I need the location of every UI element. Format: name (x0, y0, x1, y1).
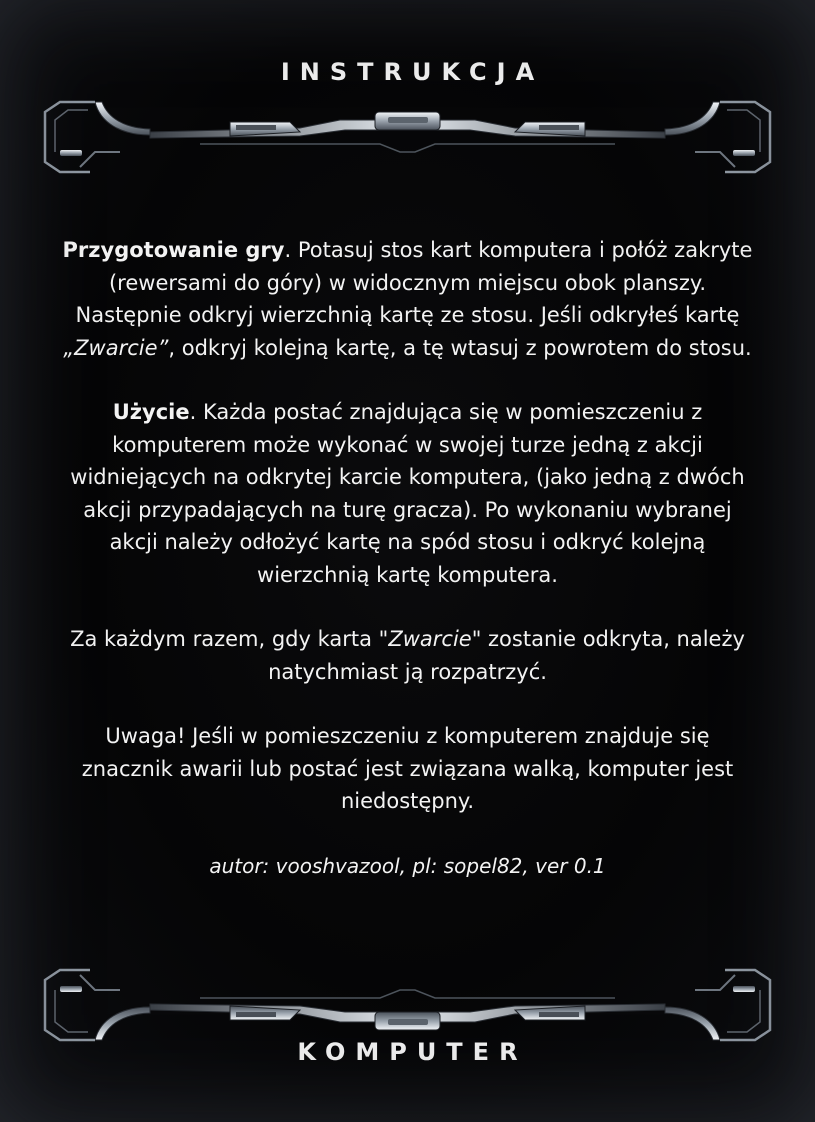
usage-text: . Każda postać znajdująca się w pomieszczeniu z komputerem może wykonać w swojej turze jedną z akcji widniejących na odkrytej karcie komputera, (jako jedną z dwóch akcji przypadających na turę gracza). Po wykonaniu wybranej akcji należy odłożyć kartę na spód stosu i odkryć kolejną wierzchnią kartę komputera. (70, 400, 745, 587)
warning-paragraph: Uwaga! Jeśli w pomieszczeniu z komputerem znajduje się znacznik awarii lub postać jest związana walką, komputer jest niedostępny. (81, 724, 734, 813)
setup-card-name: „Zwarcie” (63, 335, 169, 360)
setup-text-1: . Potasuj stos kart komputera i połóż zakryte (rewersami do góry) w widocznym miejscu obok planszy. Następnie odkryj wierzchnią kartę ze stosu. Jeśli odkryłeś kartę (75, 238, 753, 327)
setup-text-2: , odkryj kolejną kartę, a tę wtasuj z powrotem do stosu. (168, 335, 752, 360)
setup-heading: Przygotowanie gry (62, 238, 285, 262)
short-circuit-text-1: Za każdym razem, gdy karta " (70, 627, 389, 651)
usage-heading: Użycie (112, 400, 190, 424)
instruction-text (62, 234, 753, 914)
short-circuit-text-2: " zostanie odkryta, należy natychmiast ją rozpatrzyć. (268, 627, 745, 684)
credits: autor: vooshvazool, pl: sopel82, ver 0.1 (209, 853, 606, 878)
card-title: INSTRUKCJA (280, 58, 545, 86)
short-circuit-paragraph (62, 623, 753, 688)
top-circuit-ornament-icon (0, 92, 815, 202)
short-circuit-card-name: Zwarcie (388, 627, 472, 651)
card-type-label: KOMPUTER (297, 1038, 528, 1066)
setup-paragraph (62, 234, 753, 364)
usage-paragraph (62, 396, 753, 591)
bottom-circuit-ornament-icon (0, 940, 815, 1050)
